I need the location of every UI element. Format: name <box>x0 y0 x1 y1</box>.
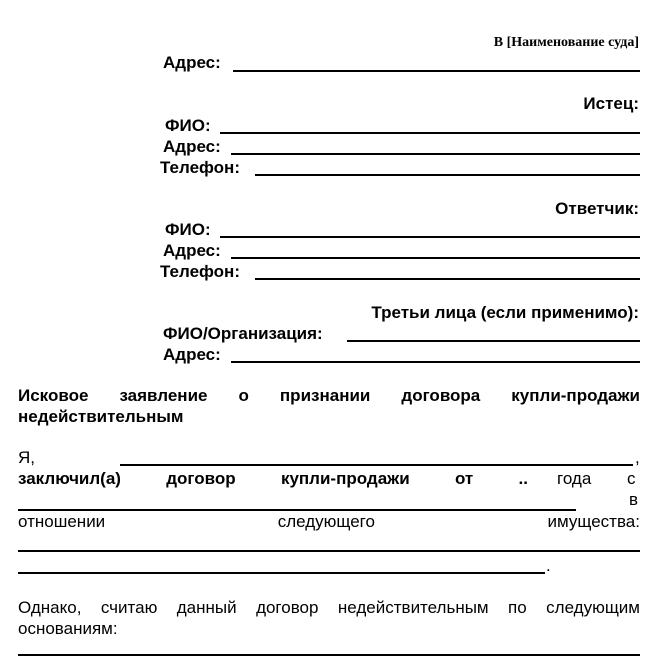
third-parties-address-label: Адрес: <box>163 345 221 364</box>
body-comma: , <box>635 448 640 467</box>
grounds-line1: Однако, считаю данный договор недействительным по следующим <box>18 598 640 617</box>
court-heading: В [Наименование суда] <box>493 35 639 50</box>
court-address-field[interactable] <box>233 70 640 72</box>
plaintiff-phone-label: Телефон: <box>160 158 240 177</box>
property-period: . <box>546 556 551 575</box>
property-field-1[interactable] <box>18 550 640 552</box>
word-contract: договор <box>166 469 236 488</box>
third-parties-heading: Третьи лица (если применимо): <box>371 303 639 322</box>
defendant-name-label: ФИО: <box>165 220 211 239</box>
word-concluded: заключил(а) <box>18 469 121 488</box>
third-parties-name-label: ФИО/Организация: <box>163 324 323 343</box>
court-address-label: Адрес: <box>163 53 221 72</box>
claim-title-line2: недействительным <box>18 407 184 426</box>
defendant-address-label: Адрес: <box>163 241 221 260</box>
claim-title-line1: Исковое заявление о признании договора купли-продажи <box>18 386 640 405</box>
word-regarding: отношении <box>18 512 106 531</box>
word-year: года <box>557 469 592 488</box>
plaintiff-name-field[interactable] <box>220 132 640 134</box>
claimant-name-field[interactable] <box>120 464 633 466</box>
grounds-field[interactable] <box>18 654 640 656</box>
plaintiff-phone-field[interactable] <box>255 174 640 176</box>
defendant-phone-field[interactable] <box>255 278 640 280</box>
body-line2 <box>18 469 528 489</box>
plaintiff-address-field[interactable] <box>231 153 640 155</box>
property-field-2[interactable] <box>18 572 545 574</box>
word-following: следующего <box>277 512 375 531</box>
body-pronoun: Я, <box>18 448 35 467</box>
claim-title <box>18 385 640 427</box>
grounds-line2: основаниям: <box>18 619 118 638</box>
word-from: от <box>454 469 474 488</box>
date-dots: .. <box>518 469 528 488</box>
third-parties-address-field[interactable] <box>231 361 640 363</box>
counterparty-field[interactable] <box>18 509 576 511</box>
third-parties-name-field[interactable] <box>347 340 640 342</box>
defendant-phone-label: Телефон: <box>160 262 240 281</box>
plaintiff-name-label: ФИО: <box>165 116 211 135</box>
grounds-text <box>18 597 640 639</box>
word-purchase-sale: купли-продажи <box>280 469 410 488</box>
body-line4 <box>18 512 640 532</box>
defendant-name-field[interactable] <box>220 236 640 238</box>
plaintiff-address-label: Адрес: <box>163 137 221 156</box>
defendant-address-field[interactable] <box>231 257 640 259</box>
word-with: с <box>627 469 636 488</box>
plaintiff-heading: Истец: <box>583 94 639 113</box>
defendant-heading: Ответчик: <box>555 199 639 218</box>
word-in: в <box>629 490 639 509</box>
word-property: имущества: <box>547 512 640 531</box>
